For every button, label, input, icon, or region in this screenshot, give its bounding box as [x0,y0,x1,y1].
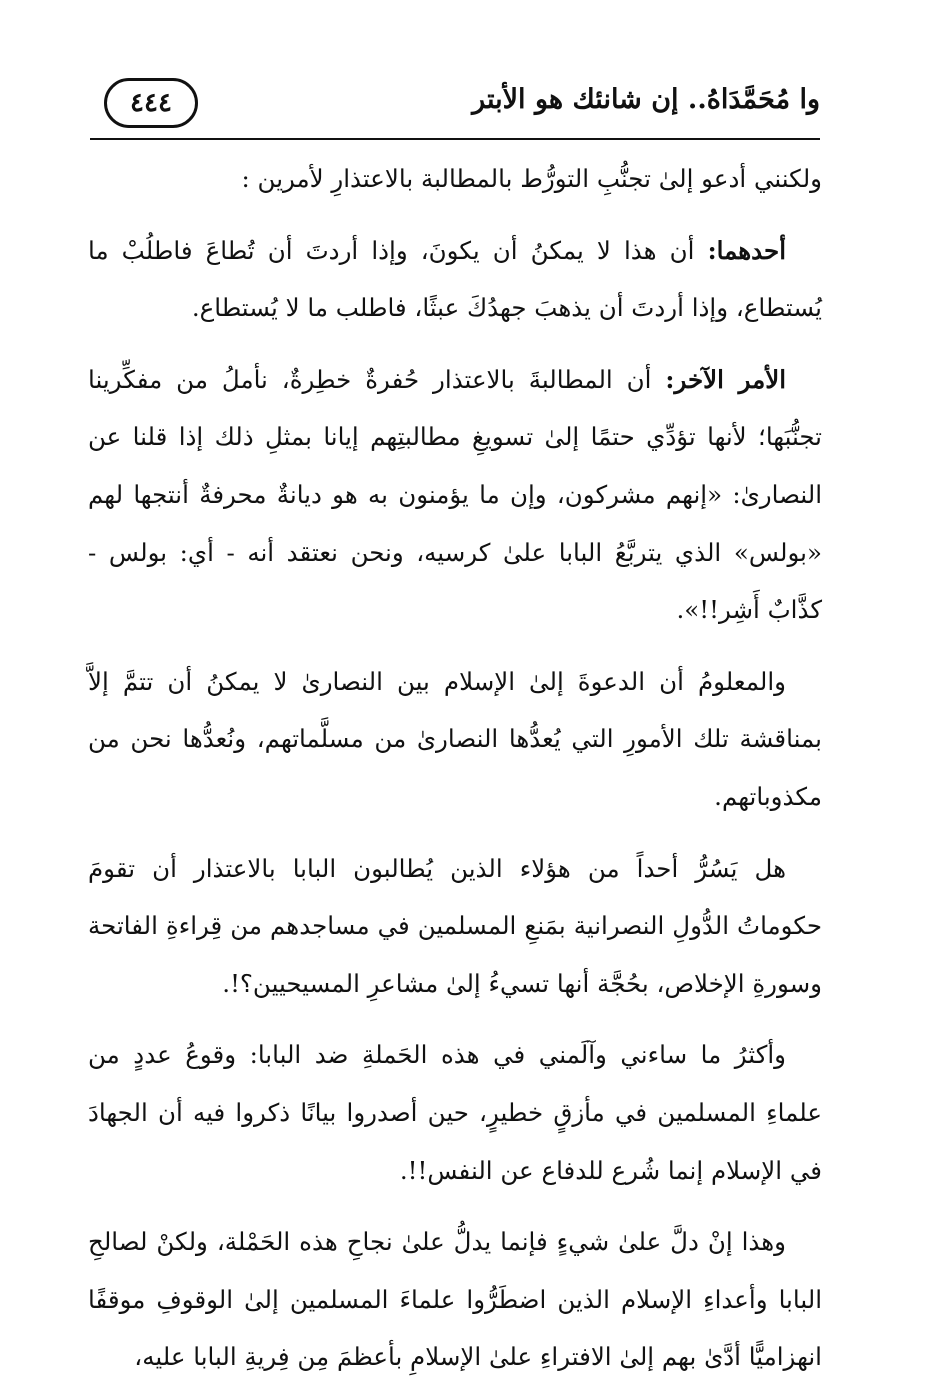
paragraph-first-reason [88,222,822,337]
body-text [88,150,822,1400]
paragraph-text: أن المطالبةَ بالاعتذار حُفرةٌ خطِرةٌ، نأملُ من مفكِّرينا تجنُّبَها؛ لأنها تؤدِّي حتمًا إلىٰ تسويغِ مطالبتِهم إيانا بمثلِ ذلك إذا قلنا عن النصارىٰ: «إنهم مشركون، وإن ما يؤمنون به هو ديانةٌ محرفةٌ أنتجها لهم «بولس» الذي يتربَّعُ البابا علىٰ كرسيه، ونحن نعتقد أنه - أي: بولس - كذَّابٌ أَشِر!!». [88,364,822,625]
paragraph-text: أن هذا لا يمكنُ أن يكونَ، وإذا أردتَ أن تُطاعَ فاطلُبْ ما يُستطاع، وإذا أردتَ أن يذهبَ جهدُكَ عبثًا، فاطلب ما لا يُستطاع. [88,235,822,323]
paragraph-lead: أحدهما: [707,235,786,265]
page-number-badge: ٤٤٤ [104,78,198,128]
paragraph-intro [88,150,822,208]
paragraph-dawah [88,653,822,826]
paragraph-text: وهذا إنْ دلَّ علىٰ شيءٍ فإنما يدلُّ علىٰ نجاحِ هذه الحَمْلة، ولكنْ لصالحِ البابا وأعداءِ الإسلام الذين اضطَرُّوا علماءَ المسلمين إلىٰ الوقوفِ موقفًا انهزاميًّا أدَّىٰ بهم إلىٰ الافتراءِ علىٰ الإسلامِ بأعظمَ مِن فِريةِ البابا عليه، [88,1227,822,1372]
paragraph-text: وأكثرُ ما ساءني وآلَمني في هذه الحَملةِ ضد البابا: وقوعُ عددٍ من علماءِ المسلمين في مأزقٍ خطيرٍ، حين أصدروا بيانًا ذكروا فيه أن الجهادَ في الإسلام إنما شُرع للدفاع عن النفس!!. [88,1040,822,1185]
paragraph-text: ولكنني أدعو إلىٰ تجنُّبِ التورُّط بالمطالبة بالاعتذارِ لأمرين : [241,164,822,193]
page-header [90,78,820,134]
running-title: وا مُحَمَّدَاهُ.. إن شانئك هو الأبتر [472,84,820,115]
paragraph-text: هل يَسُرُّ أحداً من هؤلاء الذين يُطالبون البابا بالاعتذار أن تقومَ حكوماتُ الدُّولِ النصرانية بمَنعِ المسلمين في مساجدهم من قِراءةِ الفاتحة وسورةِ الإخلاص، بحُجَّة أنها تسيءُ إلىٰ مشاعرِ المسيحيين؟!. [88,853,822,998]
paragraph-lead: الأمر الآخر: [665,364,787,394]
paragraph-conclusion [88,1213,822,1386]
paragraph-question [88,840,822,1013]
paragraph-second-reason [88,351,822,639]
paragraph-text: والمعلومُ أن الدعوةَ إلىٰ الإسلام بين النصارىٰ لا يمكنُ أن تتمَّ إلاَّ بمناقشة تلك الأمورِ التي يُعدُّها النصارىٰ من مسلَّماتهم، ونُعدُّها نحن من مكذوباتهم. [88,666,822,811]
header-rule [90,138,820,140]
paragraph-scholars [88,1026,822,1199]
